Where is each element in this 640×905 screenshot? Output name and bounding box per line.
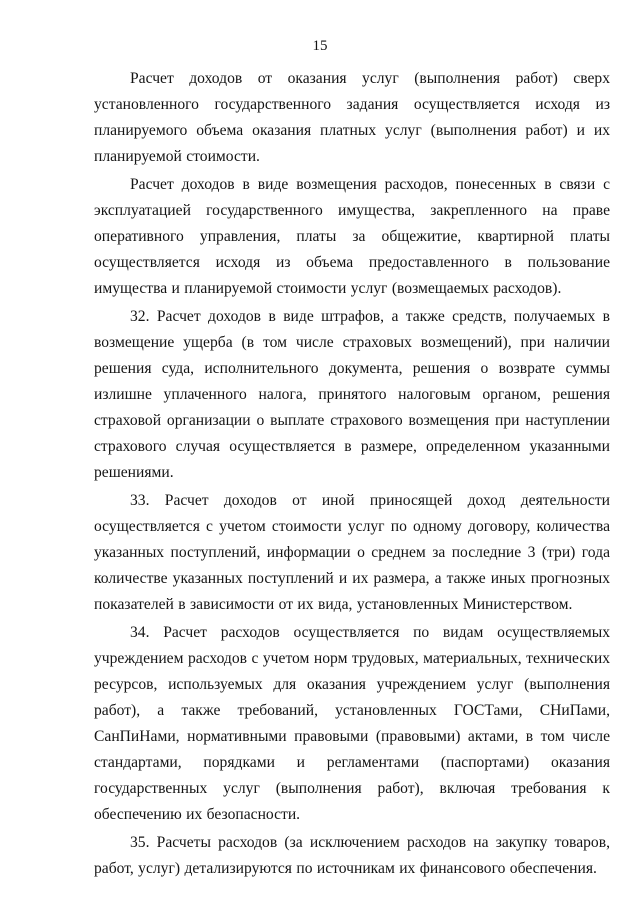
- document-body: [94, 66, 610, 884]
- paragraph-33-other-income: 33. Расчет доходов от иной приносящей доход деятельности осуществляется с учетом стоимости услуг по одному договору, количества указанных поступлений, информации о среднем за последние 3 (три) года количестве указанных поступлений и их размера, а также иных прогнозных показателей в зависимости от их вида, установленных Министерством.: [94, 492, 610, 613]
- paragraph-32-fines: 32. Расчет доходов в виде штрафов, а также средств, получаемых в возмещение ущерба (в том числе страховых возмещений), при наличии решения суда, исполнительного документа, решения о возврате суммы излишне уплаченного налога, принятого налоговым органом, решения страховой организации о выплате страхового возмещения при наступлении страхового случая осуществляется в размере, определенном указанными решениями.: [94, 308, 610, 481]
- paragraph-34-expenses: 34. Расчет расходов осуществляется по видам осуществляемых учреждением расходов с учетом норм трудовых, материальных, технических ресурсов, используемых для оказания учреждением услуг (выполнения работ), а также требований, установленных ГОСТами, СНиПами, СанПиНами, нормативными правовыми (правовыми) актами, в том числе стандартами, порядками и регламентами (паспортами) оказания государственных услуг (выполнения работ), включая требования к обеспечению их безопасности.: [94, 624, 610, 823]
- paragraph-income-reimbursement: Расчет доходов в виде возмещения расходов, понесенных в связи с эксплуатацией государственного имущества, закрепленного на праве оперативного управления, платы за общежитие, квартирной платы осуществляется исходя из объема предоставленного в пользование имущества и планируемой стоимости услуг (возмещаемых расходов).: [94, 176, 610, 297]
- paragraph-income-services: Расчет доходов от оказания услуг (выполнения работ) сверх установленного государственного задания осуществляется исходя из планируемого объема оказания платных услуг (выполнения работ) и их планируемой стоимости.: [94, 70, 610, 165]
- page-number: 15: [312, 38, 328, 54]
- paragraph-35-expense-detail: 35. Расчеты расходов (за исключением расходов на закупку товаров, работ, услуг) детализируются по источникам их финансового обеспечения.: [94, 834, 610, 877]
